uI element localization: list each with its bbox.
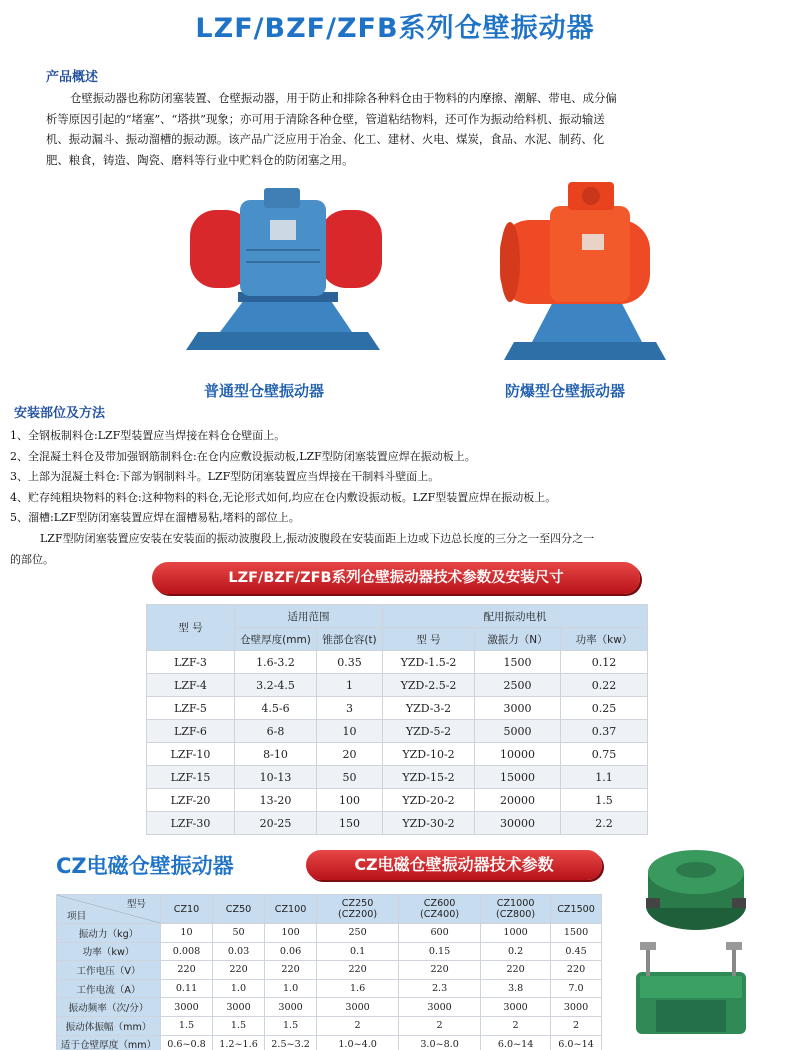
cell: LZF-30 [147, 812, 235, 835]
page-title: LZF/BZF/ZFB系列仓壁振动器 [195, 13, 595, 44]
overview-line: 肥、粮食，铸造、陶瓷、磨料等行业中贮料仓的防闭塞之用。 [46, 152, 354, 167]
model-header: CZ1000 (CZ800) [481, 895, 551, 924]
model-header: CZ50 [213, 895, 265, 924]
overview-line: 析等原因引起的“堵塞”、“塔拱”现象；亦可用于清除各种仓壁，管道粘结物料，还可作为振动给料机、振动输送 [46, 111, 605, 126]
cz-spec-table [56, 894, 602, 1050]
lzf-table-banner: LZF/BZF/ZFB系列仓壁振动器技术参数及安装尺寸 [152, 562, 640, 594]
install-step: 4、贮存纯粗块物料的料仓:这种物料的料仓,无论形式如何,均应在仓内敷设振动板。LZF型装置应焊在振动板上。 [10, 490, 557, 504]
install-note: 的部位。 [10, 552, 54, 566]
table-row: 振动力（kg） 10 50 100 250 600 1000 1500 [57, 924, 602, 943]
table-row [147, 720, 648, 743]
table-row [147, 743, 648, 766]
table-row: 振动体振幅（mm） 1.5 1.5 1.5 2 2 2 2 [57, 1016, 602, 1035]
table-row: 功率（kw） 0.008 0.03 0.06 0.1 0.15 0.2 0.45 [57, 942, 602, 961]
cz-table-banner: CZ电磁仓壁振动器技术参数 [306, 850, 602, 880]
cell: 10000 [475, 743, 561, 766]
table-row [147, 812, 648, 835]
header-group-range: 适用范围 [235, 605, 383, 628]
header-wall-thickness: 仓壁厚度(mm) [235, 628, 317, 651]
cell: 13-20 [235, 789, 317, 812]
cell: 20000 [475, 789, 561, 812]
cell: YZD-1.5-2 [383, 651, 475, 674]
header-motor-model: 型 号 [383, 628, 475, 651]
cell: YZD-15-2 [383, 766, 475, 789]
row-label: 功率（kw） [57, 942, 161, 961]
install-step: 3、上部为混凝土料仓:下部为钢制料斗。LZF型防闭塞装置应当焊接在干制料斗壁面上。 [10, 470, 440, 484]
cell: 0.35 [317, 651, 383, 674]
explosion-proof-vibrator-image [490, 176, 680, 374]
cell: 2.2 [561, 812, 648, 835]
cell: 30000 [475, 812, 561, 835]
cell: 15000 [475, 766, 561, 789]
overview-heading: 产品概述 [46, 70, 99, 85]
cell: 0.25 [561, 697, 648, 720]
cell: 0.75 [561, 743, 648, 766]
header-force: 激振力（N） [475, 628, 561, 651]
cell: 2500 [475, 674, 561, 697]
cell: 3000 [475, 697, 561, 720]
row-label: 振动力（kg） [57, 924, 161, 943]
table-row [147, 674, 648, 697]
explosion-proof-caption: 防爆型仓壁振动器 [505, 382, 626, 400]
cz-vibrator-image-top [640, 846, 752, 936]
table-row: 工作电流（A） 0.11 1.0 1.0 1.6 2.3 3.8 7.0 [57, 979, 602, 998]
model-header: CZ250 (CZ200) [317, 895, 399, 924]
row-label: 振动频率（次/分） [57, 998, 161, 1017]
install-note: LZF型防闭塞装置应安装在安装面的振动波腹段上,振动波腹段在安装面距上边或下边总长度的三分之一至四分之一 [40, 531, 595, 545]
cell: LZF-5 [147, 697, 235, 720]
overview-paragraph [46, 88, 786, 170]
model-header: CZ10 [161, 895, 213, 924]
cell: 0.22 [561, 674, 648, 697]
cell: 6-8 [235, 720, 317, 743]
table-row: 工作电压（V） 220 220 220 220 220 220 220 [57, 961, 602, 980]
install-step: 1、全钢板制料仓:LZF型装置应当焊接在料仓仓壁面上。 [10, 429, 286, 442]
model-header: CZ100 [265, 895, 317, 924]
row-label: 振动体振幅（mm） [57, 1016, 161, 1035]
cell: YZD-30-2 [383, 812, 475, 835]
cell: 8-10 [235, 743, 317, 766]
cell: 10-13 [235, 766, 317, 789]
table-row: 适于仓壁厚度（mm） 0.6~0.8 1.2~1.6 2.5~3.2 1.0~4.0 3.0~8.0 6.0~14 6.0~14 [57, 1035, 602, 1050]
standard-vibrator-caption: 普通型仓壁振动器 [204, 382, 325, 400]
cell: LZF-20 [147, 789, 235, 812]
corner-item-label: 项目 [67, 911, 87, 922]
install-heading: 安装部位及方法 [14, 406, 106, 421]
header-model: 型 号 [147, 605, 235, 651]
cz-vibrator-image-bottom [626, 936, 756, 1044]
cell: YZD-5-2 [383, 720, 475, 743]
cell: YZD-10-2 [383, 743, 475, 766]
cell: 1.1 [561, 766, 648, 789]
cell: LZF-10 [147, 743, 235, 766]
install-step: 5、溜槽:LZF型防闭塞装置应焊在溜槽易粘,堵料的部位上。 [10, 511, 300, 525]
cell: 50 [317, 766, 383, 789]
cell: 3 [317, 697, 383, 720]
cell: 1.6-3.2 [235, 651, 317, 674]
header-capacity: 锥部仓容(t) [317, 628, 383, 651]
cell: 0.37 [561, 720, 648, 743]
install-steps [10, 426, 786, 570]
cell: 150 [317, 812, 383, 835]
cell: YZD-3-2 [383, 697, 475, 720]
cell: 4.5-6 [235, 697, 317, 720]
cell: YZD-20-2 [383, 789, 475, 812]
table-row: 振动频率（次/分） 3000 3000 3000 3000 3000 3000 3000 [57, 998, 602, 1017]
cell: YZD-2.5-2 [383, 674, 475, 697]
overview-line: 仓壁振动器也称防闭塞装置、仓壁振动器，用于防止和排除各种料仓由于物料的内摩擦、潮解、带电、成分偏 [70, 91, 617, 105]
header-power: 功率（kw） [561, 628, 648, 651]
table-row [147, 651, 648, 674]
cell: 5000 [475, 720, 561, 743]
table-row [147, 789, 648, 812]
corner-header [57, 895, 161, 924]
cell: 1500 [475, 651, 561, 674]
corner-model-label: 型号 [126, 899, 146, 910]
row-label: 工作电流（A） [57, 979, 161, 998]
cell: 0.12 [561, 651, 648, 674]
lzf-spec-table [146, 604, 648, 835]
cell: 20 [317, 743, 383, 766]
cell: 100 [317, 789, 383, 812]
table-row [147, 697, 648, 720]
row-label: 工作电压（V） [57, 961, 161, 980]
overview-line: 机、振动漏斗、振动溜槽的振动源。该产品广泛应用于冶金、化工、建材、火电、煤炭，食品、水泥、制药、化 [46, 132, 605, 146]
standard-vibrator-image [180, 180, 390, 370]
cell: 1 [317, 674, 383, 697]
cell: LZF-6 [147, 720, 235, 743]
install-step: 2、全混凝土料仓及带加强钢筋制料仓:在仓内应敷设振动板,LZF型防闭塞装置应焊在振动板上。 [10, 449, 476, 463]
table-row [147, 766, 648, 789]
cell: LZF-3 [147, 651, 235, 674]
cell: LZF-4 [147, 674, 235, 697]
cell: 10 [317, 720, 383, 743]
cz-section-title: CZ电磁仓壁振动器 [56, 854, 234, 878]
cell: 1.5 [561, 789, 648, 812]
row-label: 适于仓壁厚度（mm） [57, 1035, 161, 1050]
model-header: CZ1500 [551, 895, 602, 924]
header-group-motor: 配用振动电机 [383, 605, 648, 628]
model-header: CZ600 (CZ400) [399, 895, 481, 924]
cell: 20-25 [235, 812, 317, 835]
cell: 3.2-4.5 [235, 674, 317, 697]
cell: LZF-15 [147, 766, 235, 789]
